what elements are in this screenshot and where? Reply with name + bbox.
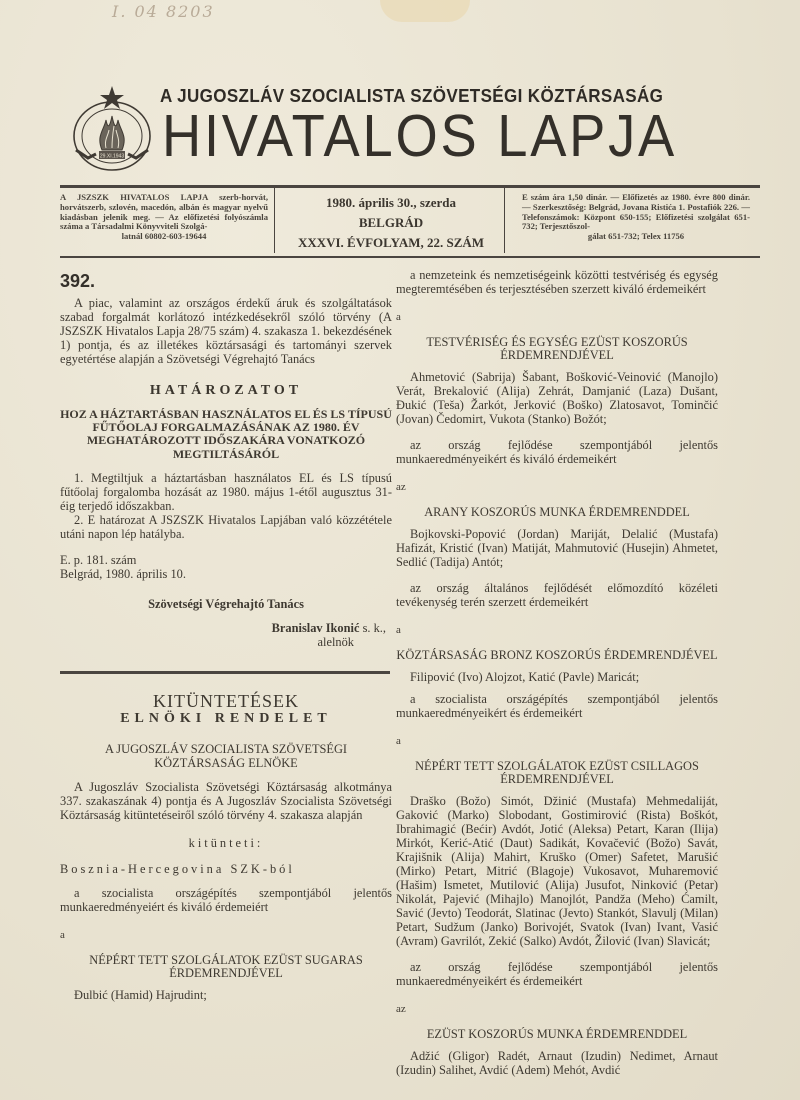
paper-stain bbox=[380, 0, 470, 22]
recipient-names: Đulbić (Hamid) Hajrudint; bbox=[74, 987, 207, 1002]
coat-of-arms-icon bbox=[66, 80, 158, 180]
price-contact-info: E szám ára 1,50 dinár. — Előfizetés az 1980. évre 800 dinár. — Szerkesztőség: Belgrád, Jovana Ristića 1. Postafiók 226. — Telefonszámok: Központ 650-155; Előfizetési szolgálat 651-732; Terjesztőszol- gálat 651-732; Telex 11756 bbox=[522, 192, 750, 242]
award-reason: az ország fejlődése szempontjából jelentős munkaeredményeikért és érdemeikért bbox=[396, 960, 718, 988]
reference-number: E. p. 181. szám bbox=[60, 552, 137, 567]
right-column bbox=[396, 268, 718, 1077]
recipient-names: Bojkovski-Popović (Jordan) Mariját, Delalić (Mustafa) Hafizát, Kristić (Ivan) Matiját, Mahmutović (Husejin) Ahmetet, Sedlić (Tadija) Antót; bbox=[396, 527, 718, 569]
publication-info bbox=[60, 187, 760, 257]
issue-date: 1980. április 30., szerda bbox=[326, 195, 456, 210]
decree-title: ELNÖKI RENDELET bbox=[120, 710, 332, 726]
decision-title: HOZ A HÁZTARTÁSBAN HASZNÁLATOS EL ÉS LS TÍPUSÚ FŰTŐOLAJ FORGALMAZÁSÁNAK AZ 1980. ÉV MEGHATÁROZOTT IDŐSZAKÁRA VONATKOZÓ MEGTILTÁSÁRÓL bbox=[60, 407, 392, 461]
article: a bbox=[60, 928, 65, 941]
award-reason: a szocialista országépítés szempontjából jelentős munkaeredményeikért és érdemeikért bbox=[396, 692, 718, 720]
signature-name: Branislav Ikonić s. k., bbox=[271, 620, 386, 635]
order-name: EZÜST KOSZORÚS MUNKA ÉRDEMRENDDEL bbox=[426, 1027, 688, 1041]
award-reason: a szocialista országépítés szempontjából jelentős munkaeredményeiért és kiváló érdemeiért bbox=[60, 885, 392, 914]
recipient-names: Adžić (Gligor) Radét, Arnaut (Izudin) Nedimet, Arnaut (Izudin) Salihet, Avdić (Adem) Mehót, Avdić bbox=[396, 1049, 718, 1077]
section-title: KITÜNTETÉSEK bbox=[153, 690, 299, 711]
place-date: Belgrád, 1980. április 10. bbox=[60, 566, 186, 581]
column-divider bbox=[504, 187, 505, 253]
svg-text:29.XI.1943: 29.XI.1943 bbox=[99, 153, 125, 160]
recipient-names: Draško (Božo) Simót, Džinić (Mustafa) Mehmedaliját, Gaković (Marko) Slobodant, Gostimirović (Rista) Boškót, Ibrahimagić (Bećir) Avdót, Jotić (Aleksa) Petart, Karan (Ilija) Mirkót, Kerić-Atić (Daut) Sadikát, Kovačević (Božo) Savát, Krajišnik (Alija) Mahirt, Kruško (Omer) Safetet, Marušić (Mirko) Petart, Mitrić (Blagoje) Vukosavot, Muharemović (Hašim) Ismetet, Mutilović (Alija) Jusufot, Ninković (Petar) Nikolát, Pajević (Mihajlo) Manojlót, Pandža (Meho) Ćamilt, Savić (Jevto) Teodorát, Slatinac (Jevto) Stankót, Slavulj (Milan) Petart, Sudžum (Janko) Borivojét, Svatok (Ivan) Ivant, Vasić (Avram) Gavrilót, Zekić (Salko) Avdót, Žilović (Ivan) Slavicát; bbox=[396, 794, 718, 948]
article: a bbox=[396, 735, 401, 747]
decision-number: 392. bbox=[60, 271, 96, 291]
column-divider bbox=[274, 187, 275, 253]
order-name: ARANY KOSZORÚS MUNKA ÉRDEMRENDDEL bbox=[424, 505, 690, 519]
preamble: A piac, valamint az országos érdekű áruk és szolgáltatások szabad forgalmát korlátozó intézkedésekről szóló törvény (A JSZSZK Hivatalos Lapja 28/75 szám) 4. szakasza 1. bekezdésének 1) pontja, és az illetékes köztársasági és tartományi szervek egyetértése alapján a Szövetségi Végrehajtó Tanács bbox=[60, 296, 392, 366]
masthead-subtitle: A JUGOSZLÁV SZOCIALISTA SZÖVETSÉGI KÖZTÁRSASÁG bbox=[160, 85, 664, 106]
decision-paragraph: 1. Megtiltjuk a háztartásban használatos EL és LS típusú fűtőolaj forgalomba hozását az 1980. május 1-étől augusztus 31-éig terjedő időszakban. bbox=[60, 470, 392, 513]
decision-paragraph: 2. E határozat A JSZSZK Hivatalos Lapjában való közzététele utáni napon lép hatályba. bbox=[60, 512, 392, 541]
president-title: A JUGOSZLÁV SZOCIALISTA SZÖVETSÉGI KÖZTÁRSASÁG ELNÖKE bbox=[104, 741, 348, 770]
signature-role: alelnök bbox=[317, 634, 354, 649]
order-name: NÉPÉRT TETT SZOLGÁLATOK EZÜST CSILLAGOS ÉRDEMRENDJÉVEL bbox=[415, 759, 699, 786]
award-reason: a nemzeteink és nemzetiségeink közötti testvériség és egység megteremtésében és terjesztésében szerzett kiváló érdemeikért bbox=[396, 268, 718, 296]
order-name: KÖZTÁRSASÁG BRONZ KOSZORÚS ÉRDEMRENDJÉVEL bbox=[396, 648, 718, 662]
issue-city: BELGRÁD bbox=[358, 215, 424, 230]
awards-word: kitünteti: bbox=[188, 835, 264, 850]
award-reason: az ország fejlődése szempontjából jelentős munkaeredményeikért és kiváló érdemeikért bbox=[396, 438, 718, 466]
decision-word: HATÁROZATOT bbox=[149, 383, 303, 398]
article: a bbox=[396, 311, 401, 323]
award-reason: az ország általános fejlődését előmozdító közéleti tevékenység terén szerzett érdemeikért bbox=[396, 581, 718, 609]
issue-info bbox=[282, 193, 500, 253]
republic-heading: Bosznia-Hercegovina SZK-ból bbox=[60, 861, 295, 876]
section-divider bbox=[60, 671, 390, 674]
masthead bbox=[62, 76, 702, 186]
info-bottom-rule bbox=[60, 256, 760, 258]
order-name: TESTVÉRISÉG ÉS EGYSÉG EZÜST KOSZORÚS ÉRDEMRENDJÉVEL bbox=[426, 335, 688, 362]
handwritten-note: I. 04 8203 bbox=[112, 2, 215, 21]
language-info: A JSZSZK HIVATALOS LAPJA szerb-horvát, horvátszerb, szlovén, macedón, albán és magyar nyelvű kiadásban jelenik meg. — Az előfizetési folyószámla száma a Társadalmi Könyvviteli Szolgá- latnál 60802-603-19644 bbox=[60, 192, 268, 242]
article: a bbox=[396, 624, 401, 636]
article: az bbox=[396, 1003, 406, 1015]
masthead-title: HIVATALOS LAPJA bbox=[162, 103, 677, 169]
article: az bbox=[396, 481, 406, 493]
signature-org: Szövetségi Végrehajtó Tanács bbox=[148, 596, 304, 611]
issue-volume: XXXVI. ÉVFOLYAM, 22. SZÁM bbox=[297, 235, 485, 250]
left-column bbox=[60, 268, 392, 1002]
recipient-names: Filipović (Ivo) Alojzot, Katić (Pavle) Maricát; bbox=[410, 670, 640, 684]
order-name: NÉPÉRT TETT SZOLGÁLATOK EZÜST SUGARAS ÉRDEMRENDJÉVEL bbox=[89, 952, 363, 980]
recipient-names: Ahmetović (Sabrija) Šabant, Bošković-Veinović (Manojlo) Verát, Brekalović (Alija) Zehrát, Damjanić (Laza) Dušant, Đukić (Teša) Žarkót, Jerković (Boško) Zlatosavot, Tominčić (Jovan) Čedomirt, Vukota (Stanko) Božót; bbox=[396, 370, 718, 426]
decree-preamble: A Jugoszláv Szocialista Szövetségi Köztársaság alkotmánya 337. szakaszának 4) pontja és A Jugoszláv Szocialista Szövetségi Köztársaság kitüntetéseiről szóló törvény 4. szakasza alapján bbox=[60, 779, 392, 822]
